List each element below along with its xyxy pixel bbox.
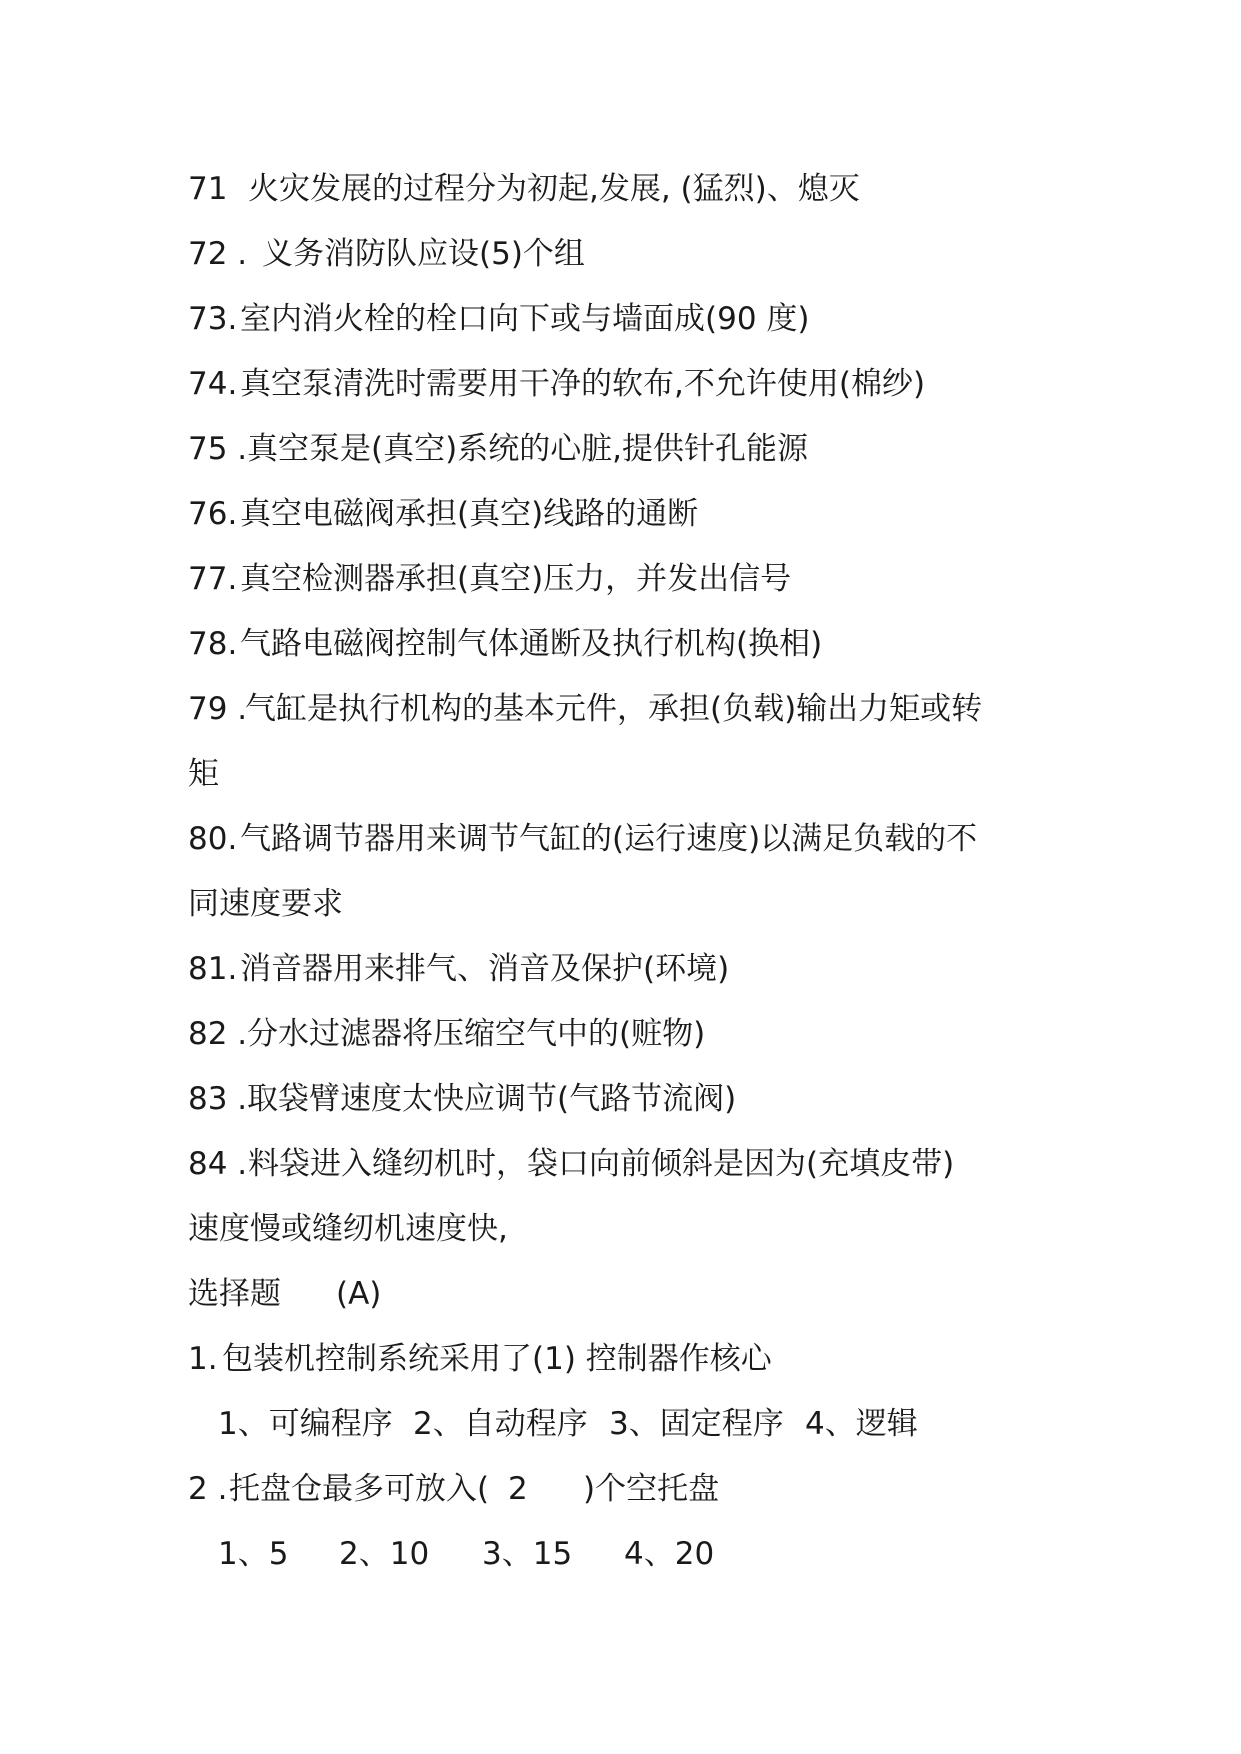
item-number: 78. (188, 626, 238, 662)
list-item (188, 287, 1088, 352)
item-number: 80. (188, 821, 238, 857)
item-text: 取袋臂速度太快应调节(气路节流阀) (247, 1081, 737, 1117)
item-number: 73. (188, 301, 238, 337)
question-number: 2 . (188, 1471, 228, 1507)
item-number: 79 . (188, 691, 248, 727)
list-item (188, 677, 1088, 742)
question (188, 1327, 1088, 1392)
list-item-continuation (188, 1197, 1088, 1262)
item-text: 消音器用来排气、消音及保护(环境) (240, 951, 730, 987)
item-number: 81. (188, 951, 238, 987)
question-text: 包装机控制系统采用了(1) 控制器作核心 (222, 1341, 772, 1377)
item-text: 真空泵清洗时需要用干净的软布,不允许使用(棉纱) (240, 366, 926, 402)
item-text: 真空泵是(真空)系统的心脏,提供针孔能源 (247, 431, 809, 467)
item-number: 84 . (188, 1146, 248, 1182)
question-text-after: )个空托盘 (583, 1471, 720, 1507)
option: 4、逻辑 (805, 1406, 918, 1442)
item-number: 75 . (188, 431, 248, 467)
item-text: 气路调节器用来调节气缸的(运行速度)以满足负载的不 (240, 821, 978, 857)
item-number: 76. (188, 496, 238, 532)
question (188, 1457, 1088, 1522)
option: 4、20 (624, 1536, 715, 1572)
question-answer: 2 (508, 1471, 528, 1507)
item-number: 71 (188, 171, 228, 207)
item-text: 火灾发展的过程分为初起,发展, (猛烈)、熄灭 (248, 171, 860, 207)
section-tag: (A) (336, 1276, 382, 1312)
question-text-before: 托盘仓最多可放入( (229, 1471, 490, 1507)
list-item-continuation (188, 742, 1088, 807)
option: 1、可编程序 (218, 1406, 393, 1442)
item-text: 气缸是执行机构的基本元件，承担(负载)输出力矩或转 (245, 691, 983, 727)
list-item (188, 157, 1088, 222)
item-text-continuation: 同速度要求 (188, 886, 343, 922)
item-text: 分水过滤器将压缩空气中的(赃物) (247, 1016, 706, 1052)
question-list (188, 157, 1088, 1587)
item-text: 真空检测器承担(真空)压力，并发出信号 (240, 561, 792, 597)
list-item (188, 482, 1088, 547)
list-item (188, 1002, 1088, 1067)
option: 3、固定程序 (609, 1406, 784, 1442)
option: 2、自动程序 (413, 1406, 588, 1442)
list-item (188, 352, 1088, 417)
item-number: 82 . (188, 1016, 248, 1052)
list-item (188, 1132, 1088, 1197)
item-text: 料袋进入缝纫机时，袋口向前倾斜是因为(充填皮带) (248, 1146, 955, 1182)
question-options (188, 1522, 1088, 1587)
list-item (188, 1067, 1088, 1132)
list-item (188, 547, 1088, 612)
item-number: 83 . (188, 1081, 248, 1117)
item-number: 72 . (188, 236, 248, 272)
option: 2、10 (339, 1536, 430, 1572)
question-options (188, 1392, 1088, 1457)
list-item (188, 222, 1088, 287)
list-item (188, 937, 1088, 1002)
list-item (188, 417, 1088, 482)
item-text: 义务消防队应设(5)个组 (262, 236, 585, 272)
option: 3、15 (482, 1536, 573, 1572)
section-title: 选择题 (188, 1276, 281, 1312)
item-text: 室内消火栓的栓口向下或与墙面成(90 度) (240, 301, 810, 337)
item-text: 真空电磁阀承担(真空)线路的通断 (240, 496, 699, 532)
item-text: 气路电磁阀控制气体通断及执行机构(换相) (240, 626, 823, 662)
item-number: 74. (188, 366, 238, 402)
question-number: 1. (188, 1341, 218, 1377)
item-text-continuation: 速度慢或缝纫机速度快, (188, 1211, 508, 1247)
list-item (188, 807, 1088, 872)
list-item (188, 612, 1088, 677)
item-number: 77. (188, 561, 238, 597)
item-text-continuation: 矩 (188, 756, 219, 792)
list-item-continuation (188, 872, 1088, 937)
section-heading (188, 1262, 1088, 1327)
option: 1、5 (218, 1536, 289, 1572)
